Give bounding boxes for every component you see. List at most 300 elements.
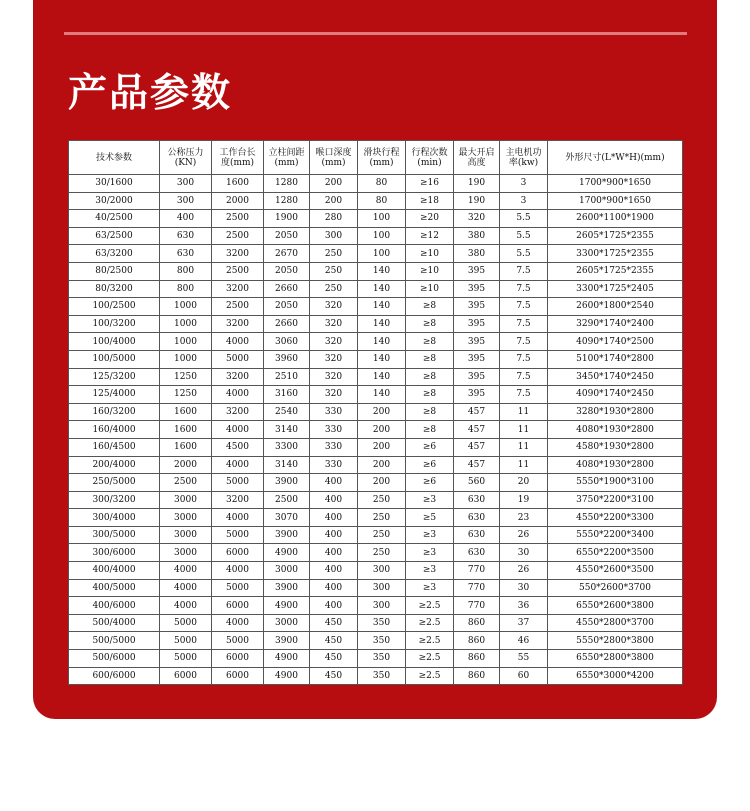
table-cell: 3000 [160,509,212,527]
table-cell: 125/4000 [69,386,160,404]
table-cell: 3290*1740*2400 [548,315,683,333]
table-cell: 7.5 [500,280,548,298]
table-cell: 7.5 [500,262,548,280]
table-cell: 2605*1725*2355 [548,262,683,280]
table-cell: 7.5 [500,350,548,368]
table-cell: 100/5000 [69,350,160,368]
table-cell: 400 [310,491,358,509]
table-cell: 3300*1725*2355 [548,245,683,263]
table-cell: 63/3200 [69,245,160,263]
table-cell: 3280*1930*2800 [548,403,683,421]
table-cell: 3900 [264,474,310,492]
table-cell: 140 [358,315,406,333]
table-cell: 250/5000 [69,474,160,492]
table-row [69,245,683,263]
table-cell: ≥2.5 [406,632,454,650]
table-cell: 3000 [160,526,212,544]
table-cell: 1600 [160,421,212,439]
table-cell: 400 [310,562,358,580]
table-cell: 30/2000 [69,192,160,210]
table-cell: 80/3200 [69,280,160,298]
table-cell: 5100*1740*2800 [548,350,683,368]
table-cell: 3000 [264,614,310,632]
table-cell: 4900 [264,650,310,668]
table-cell: 300/4000 [69,509,160,527]
table-cell: 4000 [160,579,212,597]
table-cell: 140 [358,386,406,404]
table-cell: 630 [160,245,212,263]
table-cell: ≥3 [406,526,454,544]
table-cell: 160/4000 [69,421,160,439]
table-cell: 630 [454,526,500,544]
decorative-top-line [64,32,687,35]
table-cell: 330 [310,438,358,456]
table-cell: 4550*2200*3300 [548,509,683,527]
table-cell: 3200 [212,403,264,421]
table-cell: 250 [358,509,406,527]
table-header-cell: 工作台长 度(mm) [212,141,264,175]
table-cell: 320 [310,315,358,333]
table-row [69,298,683,316]
table-cell: ≥8 [406,368,454,386]
table-cell: 4000 [212,333,264,351]
table-cell: 2050 [264,262,310,280]
table-cell: ≥3 [406,544,454,562]
table-row [69,509,683,527]
table-cell: 300/6000 [69,544,160,562]
table-cell: 4080*1930*2800 [548,456,683,474]
table-cell: 250 [358,526,406,544]
table-cell: 140 [358,298,406,316]
table-cell: 3200 [212,315,264,333]
table-cell: 125/3200 [69,368,160,386]
spec-table-container [68,140,682,685]
table-cell: 11 [500,403,548,421]
table-row [69,368,683,386]
table-cell: 3070 [264,509,310,527]
table-cell: 2660 [264,315,310,333]
table-cell: 5000 [160,632,212,650]
table-cell: 200 [310,192,358,210]
table-cell: 1000 [160,298,212,316]
table-cell: 3960 [264,350,310,368]
table-cell: ≥8 [406,315,454,333]
table-cell: 5.5 [500,227,548,245]
table-header-cell: 技术参数 [69,141,160,175]
table-cell: 5550*2800*3800 [548,632,683,650]
table-cell: 1700*900*1650 [548,192,683,210]
table-cell: 3000 [160,491,212,509]
table-cell: 457 [454,403,500,421]
table-cell: 19 [500,491,548,509]
table-cell: 320 [310,386,358,404]
table-cell: 11 [500,456,548,474]
table-row [69,474,683,492]
table-cell: 5550*1900*3100 [548,474,683,492]
table-cell: 6550*3000*4200 [548,667,683,685]
table-cell: 3000 [160,544,212,562]
table-row [69,632,683,650]
table-cell: 3300*1725*2405 [548,280,683,298]
table-cell: 200 [310,175,358,193]
table-cell: 3900 [264,526,310,544]
table-cell: 55 [500,650,548,668]
table-cell: 2050 [264,227,310,245]
table-cell: 400 [310,544,358,562]
table-cell: 30/1600 [69,175,160,193]
table-cell: 140 [358,368,406,386]
table-cell: 300 [160,192,212,210]
table-cell: ≥3 [406,491,454,509]
table-row [69,667,683,685]
table-cell: 2500 [264,491,310,509]
table-cell: 457 [454,438,500,456]
table-cell: ≥2.5 [406,650,454,668]
table-cell: 4580*1930*2800 [548,438,683,456]
table-cell: 5000 [160,650,212,668]
table-cell: 200 [358,421,406,439]
table-cell: 60 [500,667,548,685]
table-cell: 5000 [212,579,264,597]
table-cell: 395 [454,386,500,404]
table-cell: 1600 [160,438,212,456]
table-cell: 3200 [212,491,264,509]
table-cell: 4550*2600*3500 [548,562,683,580]
table-cell: 5000 [160,614,212,632]
table-cell: 300 [310,227,358,245]
table-row [69,526,683,544]
table-cell: 770 [454,597,500,615]
table-cell: 2540 [264,403,310,421]
table-cell: 800 [160,262,212,280]
table-cell: 1250 [160,386,212,404]
table-cell: 630 [454,544,500,562]
table-cell: 2500 [212,227,264,245]
table-cell: 140 [358,280,406,298]
table-cell: ≥16 [406,175,454,193]
table-cell: 160/3200 [69,403,160,421]
table-header-cell: 行程次数 (min) [406,141,454,175]
table-cell: 450 [310,632,358,650]
page-title: 产品参数 [68,71,233,116]
table-cell: 200 [358,474,406,492]
table-cell: 457 [454,421,500,439]
table-cell: 2600*1800*2540 [548,298,683,316]
table-cell: 2000 [212,192,264,210]
table-cell: 800 [160,280,212,298]
table-cell: 6000 [212,667,264,685]
table-cell: 6000 [212,650,264,668]
table-cell: 3450*1740*2450 [548,368,683,386]
table-cell: 4550*2800*3700 [548,614,683,632]
table-row [69,280,683,298]
table-cell: 400/4000 [69,562,160,580]
table-cell: ≥20 [406,210,454,228]
table-row [69,650,683,668]
table-header-row [69,141,683,175]
table-cell: 860 [454,614,500,632]
table-cell: 250 [358,544,406,562]
table-cell: 20 [500,474,548,492]
table-cell: 395 [454,315,500,333]
table-cell: 4000 [212,386,264,404]
table-cell: 4000 [160,562,212,580]
table-cell: 4900 [264,544,310,562]
table-cell: ≥8 [406,386,454,404]
table-cell: 500/6000 [69,650,160,668]
table-cell: 5000 [212,474,264,492]
table-cell: 4000 [212,562,264,580]
table-cell: 190 [454,192,500,210]
table-row [69,562,683,580]
table-cell: 4000 [212,614,264,632]
table-row [69,262,683,280]
table-cell: 350 [358,667,406,685]
table-cell: 100 [358,245,406,263]
table-cell: 600/6000 [69,667,160,685]
spec-table [68,140,683,685]
table-cell: 26 [500,526,548,544]
table-cell: 3 [500,175,548,193]
table-cell: 6550*2800*3800 [548,650,683,668]
table-cell: 3200 [212,245,264,263]
table-header-cell: 滑块行程 (mm) [358,141,406,175]
table-cell: 100/4000 [69,333,160,351]
table-header-cell: 立柱间距 (mm) [264,141,310,175]
table-cell: 2670 [264,245,310,263]
table-cell: 1280 [264,175,310,193]
table-row [69,438,683,456]
table-cell: 395 [454,298,500,316]
table-cell: 6550*2600*3800 [548,597,683,615]
table-cell: 100 [358,210,406,228]
table-cell: 4090*1740*2450 [548,386,683,404]
table-row [69,227,683,245]
table-cell: 5000 [212,526,264,544]
table-cell: 320 [310,368,358,386]
table-cell: 630 [454,509,500,527]
table-row [69,333,683,351]
table-cell: 330 [310,403,358,421]
table-cell: 250 [310,262,358,280]
table-cell: 280 [310,210,358,228]
table-cell: 330 [310,456,358,474]
table-cell: 350 [358,650,406,668]
table-cell: 160/4500 [69,438,160,456]
table-cell: 140 [358,333,406,351]
table-row [69,544,683,562]
table-cell: 3900 [264,632,310,650]
table-cell: 300 [358,597,406,615]
table-cell: 860 [454,650,500,668]
table-row [69,456,683,474]
table-cell: 320 [310,350,358,368]
table-cell: 2500 [212,262,264,280]
table-cell: 4000 [212,456,264,474]
table-row [69,210,683,228]
table-cell: 770 [454,562,500,580]
table-cell: 3 [500,192,548,210]
table-cell: 40/2500 [69,210,160,228]
table-cell: 46 [500,632,548,650]
table-cell: 2660 [264,280,310,298]
table-cell: 1700*900*1650 [548,175,683,193]
table-cell: 250 [358,491,406,509]
table-cell: 7.5 [500,386,548,404]
table-cell: ≥10 [406,245,454,263]
table-cell: 4900 [264,597,310,615]
table-cell: 63/2500 [69,227,160,245]
table-cell: 2000 [160,456,212,474]
table-cell: 80 [358,192,406,210]
table-cell: 2500 [160,474,212,492]
table-cell: 100 [358,227,406,245]
table-cell: ≥18 [406,192,454,210]
table-cell: 400 [310,526,358,544]
table-cell: ≥8 [406,421,454,439]
table-cell: 140 [358,350,406,368]
table-cell: 1000 [160,315,212,333]
table-cell: 2500 [212,210,264,228]
table-header-cell: 主电机功 率(kw) [500,141,548,175]
table-row [69,597,683,615]
table-cell: 300 [160,175,212,193]
table-cell: 2500 [212,298,264,316]
table-cell: ≥8 [406,298,454,316]
table-row [69,421,683,439]
table-cell: 2605*1725*2355 [548,227,683,245]
table-cell: 250 [310,280,358,298]
table-cell: 395 [454,368,500,386]
table-cell: 4900 [264,667,310,685]
table-cell: 7.5 [500,368,548,386]
table-row [69,491,683,509]
table-cell: ≥8 [406,350,454,368]
table-cell: 200/4000 [69,456,160,474]
table-cell: 400 [310,579,358,597]
table-cell: 450 [310,667,358,685]
table-cell: 3750*2200*3100 [548,491,683,509]
table-cell: 1600 [160,403,212,421]
table-cell: 2600*1100*1900 [548,210,683,228]
table-cell: 3140 [264,456,310,474]
table-cell: ≥2.5 [406,597,454,615]
table-cell: 860 [454,632,500,650]
table-cell: 450 [310,614,358,632]
table-cell: 4000 [212,421,264,439]
table-cell: 6000 [160,667,212,685]
table-row [69,386,683,404]
table-cell: 5.5 [500,210,548,228]
table-cell: 30 [500,544,548,562]
table-cell: 5.5 [500,245,548,263]
table-cell: 320 [310,333,358,351]
table-cell: 4500 [212,438,264,456]
table-cell: 400 [160,210,212,228]
table-cell: 350 [358,632,406,650]
table-cell: 380 [454,227,500,245]
table-cell: 3140 [264,421,310,439]
table-header-cell: 外形尺寸(L*W*H)(mm) [548,141,683,175]
table-cell: ≥8 [406,333,454,351]
table-cell: 26 [500,562,548,580]
table-cell: 23 [500,509,548,527]
table-cell: 400 [310,474,358,492]
table-cell: 320 [454,210,500,228]
table-cell: 395 [454,350,500,368]
table-cell: 11 [500,438,548,456]
table-cell: 560 [454,474,500,492]
table-cell: ≥3 [406,579,454,597]
table-cell: ≥6 [406,474,454,492]
table-cell: 1600 [212,175,264,193]
table-cell: 6550*2200*3500 [548,544,683,562]
table-cell: 450 [310,650,358,668]
table-cell: 770 [454,579,500,597]
table-cell: 3160 [264,386,310,404]
table-cell: 2510 [264,368,310,386]
table-cell: 11 [500,421,548,439]
table-cell: 200 [358,438,406,456]
table-cell: 4080*1930*2800 [548,421,683,439]
table-cell: 6000 [212,597,264,615]
table-cell: 400/5000 [69,579,160,597]
table-cell: 630 [160,227,212,245]
table-cell: 5000 [212,350,264,368]
table-cell: 395 [454,333,500,351]
table-cell: 395 [454,262,500,280]
table-cell: 300 [358,562,406,580]
table-cell: ≥3 [406,562,454,580]
table-cell: 400 [310,509,358,527]
table-cell: 300/3200 [69,491,160,509]
table-cell: 4000 [160,597,212,615]
table-cell: 4090*1740*2500 [548,333,683,351]
table-row [69,350,683,368]
table-cell: 6000 [212,544,264,562]
table-cell: 500/5000 [69,632,160,650]
table-cell: 7.5 [500,298,548,316]
table-cell: 100/2500 [69,298,160,316]
table-row [69,315,683,333]
table-cell: 7.5 [500,333,548,351]
table-row [69,614,683,632]
table-header-cell: 喉口深度 (mm) [310,141,358,175]
table-cell: 860 [454,667,500,685]
table-cell: 550*2600*3700 [548,579,683,597]
table-cell: 1000 [160,350,212,368]
table-cell: 5000 [212,632,264,650]
table-cell: 200 [358,403,406,421]
table-cell: 80/2500 [69,262,160,280]
table-cell: 1280 [264,192,310,210]
table-cell: 140 [358,262,406,280]
table-cell: 3000 [264,562,310,580]
table-cell: ≥5 [406,509,454,527]
table-body [69,175,683,685]
table-cell: 3900 [264,579,310,597]
table-cell: 3200 [212,368,264,386]
table-cell: 190 [454,175,500,193]
table-cell: 80 [358,175,406,193]
table-cell: 1900 [264,210,310,228]
table-cell: 3300 [264,438,310,456]
table-cell: 300 [358,579,406,597]
table-row [69,192,683,210]
table-cell: ≥2.5 [406,667,454,685]
table-cell: 3060 [264,333,310,351]
table-cell: 300/5000 [69,526,160,544]
